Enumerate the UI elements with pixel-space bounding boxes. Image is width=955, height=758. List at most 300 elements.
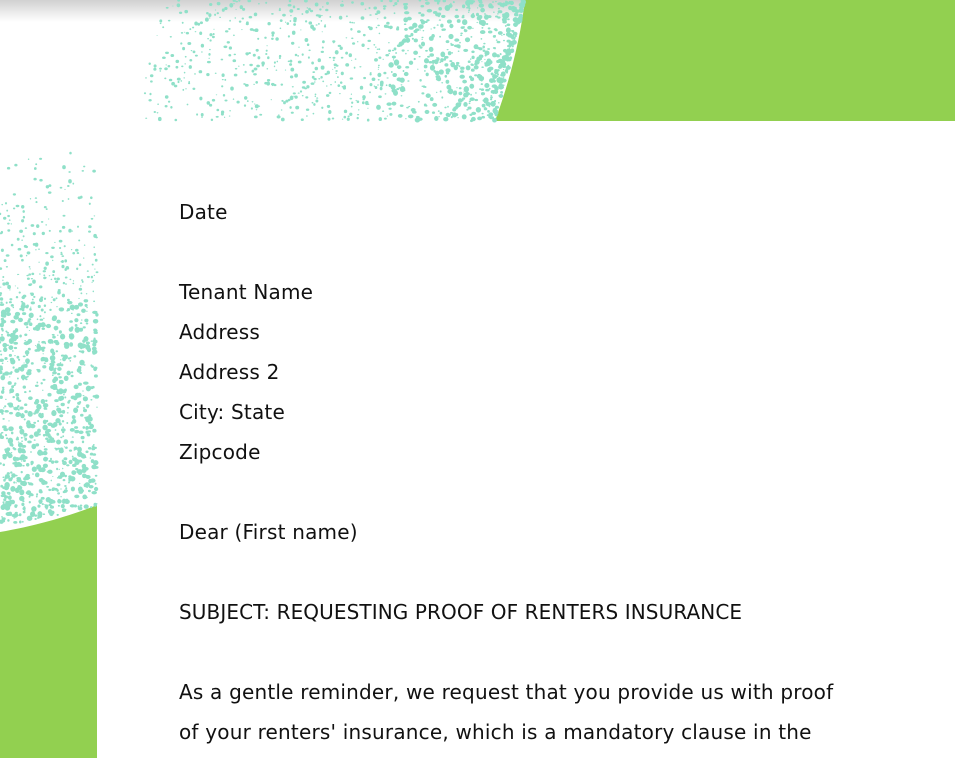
spray-speckle — [94, 215, 96, 216]
spray-speckle — [1, 328, 4, 330]
spray-speckle — [9, 376, 10, 377]
spray-speckle — [21, 440, 23, 442]
spray-speckle — [388, 108, 391, 110]
spray-speckle — [487, 48, 490, 50]
spray-speckle — [93, 367, 97, 371]
spray-speckle — [451, 116, 453, 118]
spray-speckle — [60, 187, 63, 189]
spray-speckle — [286, 22, 289, 25]
spray-speckle — [450, 3, 451, 4]
spray-speckle — [57, 373, 60, 375]
spray-speckle — [2, 276, 4, 278]
spray-speckle — [332, 117, 335, 119]
spray-speckle — [406, 38, 407, 40]
spray-speckle — [84, 504, 89, 508]
spray-speckle — [471, 0, 475, 3]
spray-speckle — [486, 23, 488, 25]
spray-speckle — [4, 448, 8, 451]
spray-speckle — [436, 71, 439, 73]
spray-speckle — [6, 483, 7, 484]
spray-speckle — [402, 89, 405, 91]
spray-speckle — [11, 431, 13, 434]
spray-speckle — [438, 7, 442, 11]
spray-speckle — [68, 309, 70, 310]
spray-speckle — [426, 93, 431, 98]
spray-speckle — [258, 3, 260, 5]
spray-speckle — [421, 92, 424, 94]
spray-speckle — [39, 315, 41, 317]
spray-speckle — [78, 487, 83, 492]
spray-speckle — [514, 7, 517, 10]
spray-speckle — [66, 310, 68, 312]
spray-speckle — [477, 47, 481, 49]
spray-speckle — [497, 107, 499, 109]
spray-speckle — [514, 32, 515, 33]
spray-speckle — [207, 101, 210, 105]
spray-speckle — [92, 425, 94, 426]
spacer — [179, 558, 839, 598]
spray-speckle — [506, 66, 511, 70]
spray-speckle — [448, 51, 452, 55]
spray-speckle — [43, 451, 48, 455]
spray-speckle — [62, 389, 66, 393]
spray-speckle — [463, 49, 468, 52]
spray-speckle — [46, 457, 48, 459]
spray-speckle — [86, 419, 88, 421]
spray-speckle — [62, 509, 64, 511]
spray-speckle — [470, 94, 472, 96]
spray-speckle — [81, 468, 86, 473]
spray-speckle — [455, 113, 458, 116]
spray-speckle — [160, 23, 162, 24]
spray-speckle — [275, 37, 278, 41]
spray-speckle — [93, 290, 95, 292]
spray-speckle — [90, 478, 95, 482]
spray-speckle — [88, 447, 92, 450]
spray-speckle — [463, 102, 467, 107]
spray-speckle — [86, 487, 88, 488]
spray-speckle — [93, 460, 99, 465]
spray-speckle — [68, 229, 71, 233]
spray-speckle — [93, 246, 95, 248]
spray-speckle — [361, 16, 365, 20]
spray-speckle — [462, 80, 467, 84]
spray-speckle — [489, 67, 494, 71]
spray-speckle — [26, 255, 27, 257]
spray-speckle — [253, 29, 256, 31]
spray-speckle — [461, 26, 465, 29]
spray-speckle — [0, 287, 1, 288]
spray-speckle — [35, 443, 39, 446]
spray-speckle — [29, 501, 31, 503]
spray-speckle — [0, 409, 4, 413]
spray-speckle — [505, 0, 506, 1]
spray-speckle — [184, 32, 185, 33]
spray-speckle — [5, 505, 11, 511]
spray-speckle — [424, 58, 429, 63]
spray-speckle — [211, 119, 213, 121]
spray-speckle — [16, 205, 20, 207]
spray-speckle — [6, 254, 10, 257]
spray-speckle — [45, 504, 49, 508]
spray-speckle — [9, 500, 12, 503]
spray-speckle — [11, 223, 12, 224]
spray-speckle — [316, 14, 320, 16]
spray-speckle — [407, 80, 409, 82]
spray-speckle — [519, 6, 522, 9]
spray-speckle — [40, 347, 44, 351]
spray-speckle — [495, 1, 497, 2]
spray-speckle — [17, 485, 20, 488]
spray-speckle — [311, 61, 314, 64]
spray-speckle — [448, 34, 453, 39]
spray-speckle — [340, 4, 344, 7]
spray-speckle — [7, 472, 10, 475]
spray-speckle — [5, 331, 7, 333]
spray-speckle — [498, 8, 500, 10]
spray-speckle — [503, 60, 505, 61]
spray-speckle — [27, 440, 32, 443]
spray-speckle — [449, 113, 451, 115]
spray-speckle — [71, 470, 76, 475]
spray-speckle — [148, 99, 151, 101]
spray-speckle — [6, 266, 8, 268]
spray-speckle — [4, 410, 8, 413]
spray-speckle — [340, 46, 343, 49]
spray-speckle — [418, 24, 424, 29]
spray-speckle — [497, 75, 499, 77]
spray-speckle — [63, 491, 66, 493]
spray-speckle — [504, 80, 506, 82]
spray-speckle — [457, 103, 461, 105]
spray-speckle — [56, 306, 58, 307]
spray-speckle — [481, 92, 484, 95]
spray-speckle — [379, 33, 381, 35]
spray-speckle — [369, 7, 371, 9]
spray-speckle — [13, 315, 19, 320]
spray-speckle — [52, 371, 57, 374]
spray-speckle — [2, 520, 5, 523]
spray-speckle — [425, 1, 430, 4]
spray-speckle — [168, 65, 171, 67]
spray-speckle — [24, 342, 30, 346]
spray-speckle — [92, 347, 97, 351]
spray-speckle — [369, 27, 373, 31]
spray-speckle — [6, 452, 12, 457]
spray-speckle — [15, 512, 18, 514]
spray-speckle — [342, 1, 344, 2]
spray-speckle — [446, 80, 450, 84]
spray-speckle — [238, 0, 240, 2]
spray-speckle — [235, 9, 236, 10]
spray-speckle — [62, 226, 65, 229]
spray-speckle — [294, 96, 297, 99]
spray-speckle — [84, 299, 89, 302]
spray-speckle — [248, 52, 250, 54]
spray-speckle — [471, 64, 474, 66]
spray-speckle — [216, 94, 217, 95]
spray-speckle — [520, 5, 523, 8]
spray-speckle — [74, 430, 79, 434]
spray-speckle — [337, 76, 339, 78]
spray-speckle — [184, 72, 186, 74]
spray-speckle — [2, 314, 6, 318]
spray-speckle — [293, 19, 296, 22]
spray-speckle — [479, 0, 481, 2]
spray-speckle — [283, 101, 286, 104]
spray-speckle — [86, 323, 89, 325]
spray-speckle — [425, 0, 428, 1]
spray-speckle — [78, 451, 80, 453]
spray-speckle — [53, 317, 55, 318]
spray-speckle — [79, 372, 82, 374]
spray-speckle — [24, 364, 28, 368]
spray-speckle — [15, 504, 18, 506]
spray-speckle — [333, 59, 335, 61]
spray-speckle — [0, 323, 4, 328]
spray-speckle — [74, 446, 78, 450]
spray-speckle — [312, 27, 316, 30]
spray-speckle — [343, 87, 346, 90]
spray-speckle — [70, 441, 74, 444]
spray-speckle — [63, 439, 68, 444]
spray-speckle — [49, 275, 51, 276]
spray-speckle — [30, 511, 35, 517]
spray-speckle — [470, 77, 474, 81]
spray-speckle — [80, 504, 83, 506]
spray-speckle — [57, 492, 60, 494]
spray-speckle — [479, 20, 484, 25]
spray-speckle — [471, 50, 474, 53]
spray-speckle — [292, 31, 296, 35]
spray-speckle — [5, 399, 7, 400]
spray-speckle — [398, 67, 400, 69]
spray-speckle — [512, 45, 514, 47]
body-line-1: As a gentle reminder, we request that you provide us with proof — [179, 680, 834, 704]
spray-speckle — [92, 453, 96, 456]
spray-speckle — [53, 298, 56, 301]
spray-speckle — [49, 499, 54, 504]
spray-speckle — [172, 6, 173, 7]
spray-speckle — [477, 16, 482, 21]
spray-speckle — [343, 85, 346, 88]
spray-speckle — [513, 32, 518, 36]
spray-speckle — [386, 77, 388, 78]
spray-speckle — [491, 90, 495, 94]
spray-speckle — [342, 119, 343, 120]
spray-speckle — [443, 0, 447, 2]
spray-speckle — [74, 305, 79, 310]
spray-speckle — [495, 29, 498, 32]
spray-speckle — [429, 47, 434, 52]
spray-speckle — [315, 96, 316, 98]
spray-speckle — [290, 96, 294, 100]
spray-speckle — [43, 434, 46, 437]
spray-speckle — [493, 90, 498, 95]
spray-speckle — [15, 413, 20, 417]
spray-speckle — [31, 362, 34, 365]
spray-speckle — [471, 14, 475, 18]
spray-speckle — [511, 30, 512, 32]
spray-speckle — [69, 342, 73, 346]
spray-speckle — [4, 495, 8, 498]
spray-speckle — [158, 117, 162, 121]
spray-speckle — [516, 9, 521, 12]
spray-speckle — [51, 460, 54, 463]
spray-speckle — [48, 219, 49, 220]
spray-speckle — [367, 48, 369, 50]
spray-speckle — [41, 399, 46, 404]
spray-speckle — [57, 477, 59, 478]
spray-speckle — [35, 399, 39, 404]
spray-speckle — [35, 163, 37, 165]
spray-speckle — [212, 99, 215, 102]
spray-speckle — [437, 24, 439, 25]
spray-speckle — [264, 82, 268, 85]
spray-speckle — [25, 358, 30, 363]
spray-speckle — [39, 414, 44, 418]
spray-speckle — [31, 444, 36, 449]
spray-speckle — [1, 204, 3, 205]
spray-speckle — [328, 110, 331, 114]
spray-speckle — [62, 410, 65, 414]
spray-speckle — [363, 34, 366, 36]
spray-speckle — [479, 4, 484, 8]
spray-speckle — [244, 104, 246, 106]
spray-speckle — [215, 73, 217, 74]
spray-speckle — [192, 88, 195, 90]
spray-speckle — [82, 495, 87, 500]
spray-speckle — [266, 50, 268, 52]
spray-speckle — [9, 412, 13, 415]
spray-speckle — [86, 386, 91, 392]
spray-speckle — [87, 343, 89, 345]
spray-speckle — [350, 77, 354, 79]
spray-speckle — [40, 467, 46, 472]
spray-speckle — [80, 322, 82, 324]
spray-speckle — [14, 504, 17, 508]
spray-speckle — [61, 354, 65, 356]
spray-speckle — [401, 88, 403, 90]
spray-speckle — [60, 252, 62, 254]
spray-speckle — [96, 271, 99, 273]
spray-speckle — [41, 308, 44, 311]
spray-speckle — [69, 320, 73, 323]
spray-speckle — [12, 307, 14, 308]
spray-speckle — [377, 18, 379, 19]
spray-speckle — [322, 31, 323, 32]
spray-speckle — [8, 478, 12, 482]
spray-speckle — [489, 78, 494, 82]
spray-speckle — [15, 517, 16, 518]
spray-speckle — [42, 347, 46, 349]
spray-speckle — [241, 29, 242, 30]
spray-speckle — [68, 179, 72, 183]
spray-speckle — [505, 79, 506, 80]
spray-speckle — [482, 30, 484, 33]
spray-speckle — [387, 116, 388, 117]
spray-speckle — [46, 324, 51, 328]
spray-speckle — [75, 327, 80, 333]
spray-speckle — [404, 3, 408, 5]
spray-speckle — [170, 54, 174, 57]
spray-speckle — [29, 266, 31, 268]
spray-speckle — [71, 371, 73, 373]
spray-speckle — [170, 106, 172, 109]
spray-speckle — [320, 76, 322, 79]
spray-speckle — [82, 281, 84, 283]
spray-speckle — [182, 47, 185, 50]
spray-speckle — [192, 27, 194, 29]
spray-speckle — [53, 318, 55, 320]
spray-speckle — [35, 473, 40, 478]
spray-speckle — [352, 42, 355, 45]
spray-speckle — [290, 96, 293, 98]
spray-speckle — [329, 57, 331, 58]
spray-speckle — [313, 113, 315, 115]
spray-speckle — [432, 63, 434, 65]
spray-speckle — [162, 57, 166, 60]
spray-speckle — [6, 437, 8, 439]
spray-speckle — [246, 21, 249, 23]
spray-speckle — [64, 485, 67, 487]
spray-speckle — [189, 28, 191, 30]
spray-speckle — [44, 481, 48, 485]
spray-speckle — [420, 19, 424, 22]
spray-speckle — [400, 77, 405, 82]
spray-speckle — [157, 103, 159, 105]
spray-speckle — [372, 77, 376, 81]
spray-speckle — [62, 200, 64, 202]
spray-speckle — [206, 12, 209, 14]
spray-speckle — [50, 438, 54, 442]
spray-speckle — [49, 365, 54, 371]
spray-speckle — [74, 495, 79, 499]
spray-speckle — [463, 92, 464, 93]
spray-speckle — [79, 360, 84, 366]
spray-speckle — [487, 114, 489, 116]
spray-speckle — [494, 28, 497, 31]
spray-speckle — [382, 59, 384, 60]
spray-speckle — [195, 55, 198, 57]
spray-speckle — [7, 334, 10, 337]
spray-speckle — [213, 33, 215, 35]
spray-speckle — [430, 65, 435, 71]
spray-speckle — [31, 463, 33, 465]
spray-speckle — [325, 73, 328, 75]
spray-speckle — [88, 417, 93, 422]
spray-speckle — [511, 6, 516, 9]
spray-speckle — [92, 352, 95, 355]
spray-speckle — [421, 20, 426, 24]
spray-speckle — [159, 19, 162, 22]
spray-speckle — [382, 110, 384, 112]
spray-speckle — [402, 39, 407, 43]
spray-speckle — [288, 60, 290, 62]
spray-speckle — [376, 27, 378, 29]
body-line-2: of your renters' insurance, which is a mandatory clause in the — [179, 720, 812, 744]
spray-speckle — [310, 10, 313, 12]
spray-speckle — [94, 447, 97, 449]
spray-speckle — [401, 95, 403, 96]
spray-speckle — [389, 84, 392, 87]
spray-speckle — [498, 59, 503, 63]
spray-speckle — [447, 114, 450, 117]
spray-speckle — [50, 385, 54, 389]
spray-speckle — [52, 374, 54, 376]
spray-speckle — [222, 73, 225, 77]
spray-speckle — [13, 207, 15, 209]
